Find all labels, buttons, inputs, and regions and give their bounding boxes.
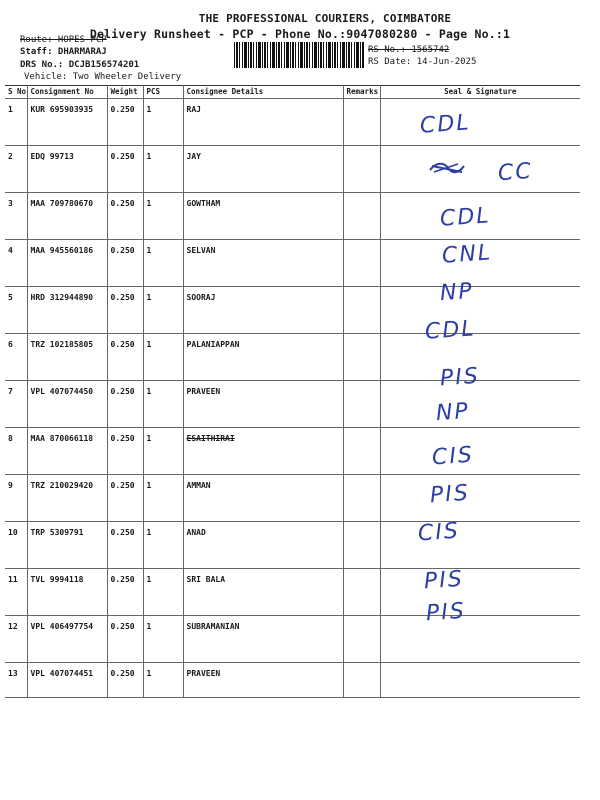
row-consignment: VPL 407074450 (27, 381, 107, 428)
row-pcs: 1 (143, 663, 183, 698)
row-pcs: 1 (143, 428, 183, 475)
staff-label: Staff: DHARMARAJ (20, 47, 107, 57)
row-signature-cell (380, 428, 580, 475)
col-consignee: Consignee Details (183, 86, 343, 99)
row-weight: 0.250 (107, 193, 143, 240)
row-sno: 7 (5, 381, 27, 428)
row-consignment: TRZ 102185805 (27, 334, 107, 381)
row-consignee: GOWTHAM (183, 193, 343, 240)
row-sno: 6 (5, 334, 27, 381)
row-consignee: SRI BALA (183, 569, 343, 616)
row-signature-cell (380, 334, 580, 381)
col-consignment: Consignment No (27, 86, 107, 99)
row-weight: 0.250 (107, 334, 143, 381)
row-sno: 10 (5, 522, 27, 569)
row-pcs: 1 (143, 381, 183, 428)
handwritten-signature: NP (439, 278, 475, 307)
rs-number: RS No.: 1565742 (368, 45, 450, 55)
row-pcs: 1 (143, 334, 183, 381)
row-consignment: KUR 695903935 (27, 99, 107, 146)
col-sno: S No (5, 86, 27, 99)
row-remarks (343, 146, 380, 193)
row-signature-cell (380, 522, 580, 569)
table-row (5, 99, 580, 146)
row-consignee: PRAVEEN (183, 381, 343, 428)
row-consignment: TRZ 210029420 (27, 475, 107, 522)
table-row (5, 381, 580, 428)
row-signature-cell (380, 616, 580, 663)
handwritten-signature: CIS (417, 518, 461, 547)
handwritten-signature: PIS (429, 480, 471, 509)
row-sno: 1 (5, 99, 27, 146)
row-consignee: RAJ (183, 99, 343, 146)
row-sno: 11 (5, 569, 27, 616)
table-row (5, 428, 580, 475)
handwritten-signature: CDL (419, 110, 472, 139)
company-title: THE PROFESSIONAL COURIERS, COIMBATORE (198, 12, 452, 25)
row-signature-cell (380, 663, 580, 698)
row-consignee: ANAD (183, 522, 343, 569)
rs-info (368, 44, 476, 68)
route-label: Route: HOPES PCP (20, 35, 107, 45)
table-header-row (5, 86, 580, 99)
row-signature-cell (380, 146, 580, 193)
row-pcs: 1 (143, 569, 183, 616)
handwritten-signature: CDL (424, 316, 477, 345)
row-signature-cell (380, 99, 580, 146)
row-sno: 9 (5, 475, 27, 522)
row-remarks (343, 99, 380, 146)
row-remarks (343, 616, 380, 663)
handwritten-signature: NP (435, 398, 471, 427)
row-remarks (343, 475, 380, 522)
row-weight: 0.250 (107, 240, 143, 287)
row-signature-cell (380, 287, 580, 334)
table-row (5, 146, 580, 193)
col-signature: Seal & Signature (380, 86, 580, 99)
handwritten-signature: CNL (441, 240, 493, 269)
row-sno: 2 (5, 146, 27, 193)
col-weight: Weight (107, 86, 143, 99)
table-row (5, 475, 580, 522)
handwritten-signature: PIS (425, 598, 467, 627)
row-consignment: EDQ 99713 (27, 146, 107, 193)
vehicle-label: Vehicle: Two Wheeler Delivery (24, 72, 182, 82)
row-sno: 4 (5, 240, 27, 287)
barcode-image (234, 42, 364, 68)
rs-date: RS Date: 14-Jun-2025 (368, 57, 477, 67)
row-pcs: 1 (143, 146, 183, 193)
handwritten-signature: PIS (439, 363, 481, 392)
row-signature-cell (380, 475, 580, 522)
handwritten-signature: CDL (439, 203, 492, 232)
row-pcs: 1 (143, 240, 183, 287)
row-consignment: TVL 9994118 (27, 569, 107, 616)
row-pcs: 1 (143, 99, 183, 146)
row-consignment: TRP 5309791 (27, 522, 107, 569)
row-weight: 0.250 (107, 569, 143, 616)
row-remarks (343, 663, 380, 698)
handwritten-signature: CIS (431, 442, 475, 471)
row-consignee: AMMAN (183, 475, 343, 522)
table-row (5, 522, 580, 569)
row-consignment: VPL 407074451 (27, 663, 107, 698)
row-consignee: ESAITHIRAI (183, 428, 343, 475)
table-row (5, 240, 580, 287)
row-sno: 8 (5, 428, 27, 475)
drs-number: DRS No.: DCJB156574201 (20, 60, 140, 70)
row-weight: 0.250 (107, 522, 143, 569)
row-consignee: SOORAJ (183, 287, 343, 334)
handwritten-signature: CC (497, 158, 534, 187)
table-row (5, 193, 580, 240)
row-remarks (343, 381, 380, 428)
table-row (5, 616, 580, 663)
row-remarks (343, 240, 380, 287)
row-remarks (343, 522, 380, 569)
row-weight: 0.250 (107, 287, 143, 334)
row-remarks (343, 287, 380, 334)
row-weight: 0.250 (107, 475, 143, 522)
runsheet-table (5, 85, 580, 698)
table-row (5, 334, 580, 381)
row-consignee: SUBRAMANIAN (183, 616, 343, 663)
row-consignee: JAY (183, 146, 343, 193)
row-sno: 3 (5, 193, 27, 240)
row-remarks (343, 334, 380, 381)
row-signature-cell (380, 566, 580, 616)
row-pcs: 1 (143, 616, 183, 663)
crossed-out-scribble (428, 160, 468, 176)
row-pcs: 1 (143, 287, 183, 334)
col-remarks: Remarks (343, 86, 380, 99)
row-pcs: 1 (143, 193, 183, 240)
handwritten-signature: PIS (423, 566, 465, 595)
col-pcs: PCS (143, 86, 183, 99)
row-consignee: SELVAN (183, 240, 343, 287)
table-row (5, 663, 580, 698)
row-sno: 13 (5, 663, 27, 698)
row-consignment: VPL 406497754 (27, 616, 107, 663)
row-consignment: HRD 312944890 (27, 287, 107, 334)
row-weight: 0.250 (107, 616, 143, 663)
row-sno: 5 (5, 287, 27, 334)
row-weight: 0.250 (107, 381, 143, 428)
row-weight: 0.250 (107, 99, 143, 146)
row-weight: 0.250 (107, 428, 143, 475)
row-sno: 12 (5, 616, 27, 663)
row-consignment: MAA 709780670 (27, 193, 107, 240)
row-weight: 0.250 (107, 146, 143, 193)
runsheet-subtitle: Delivery Runsheet - PCP - Phone No.:9047080280 - Page No.:1 (89, 27, 511, 41)
row-pcs: 1 (143, 475, 183, 522)
row-pcs: 1 (143, 522, 183, 569)
row-remarks (343, 428, 380, 475)
row-consignee: PRAVEEN (183, 663, 343, 698)
row-remarks (343, 193, 380, 240)
row-consignment: MAA 945560186 (27, 240, 107, 287)
row-remarks (343, 569, 380, 616)
row-consignment: MAA 870066118 (27, 428, 107, 475)
table-row (5, 569, 580, 616)
row-consignee: PALANIAPPAN (183, 334, 343, 381)
table-row (5, 287, 580, 334)
row-weight: 0.250 (107, 663, 143, 698)
